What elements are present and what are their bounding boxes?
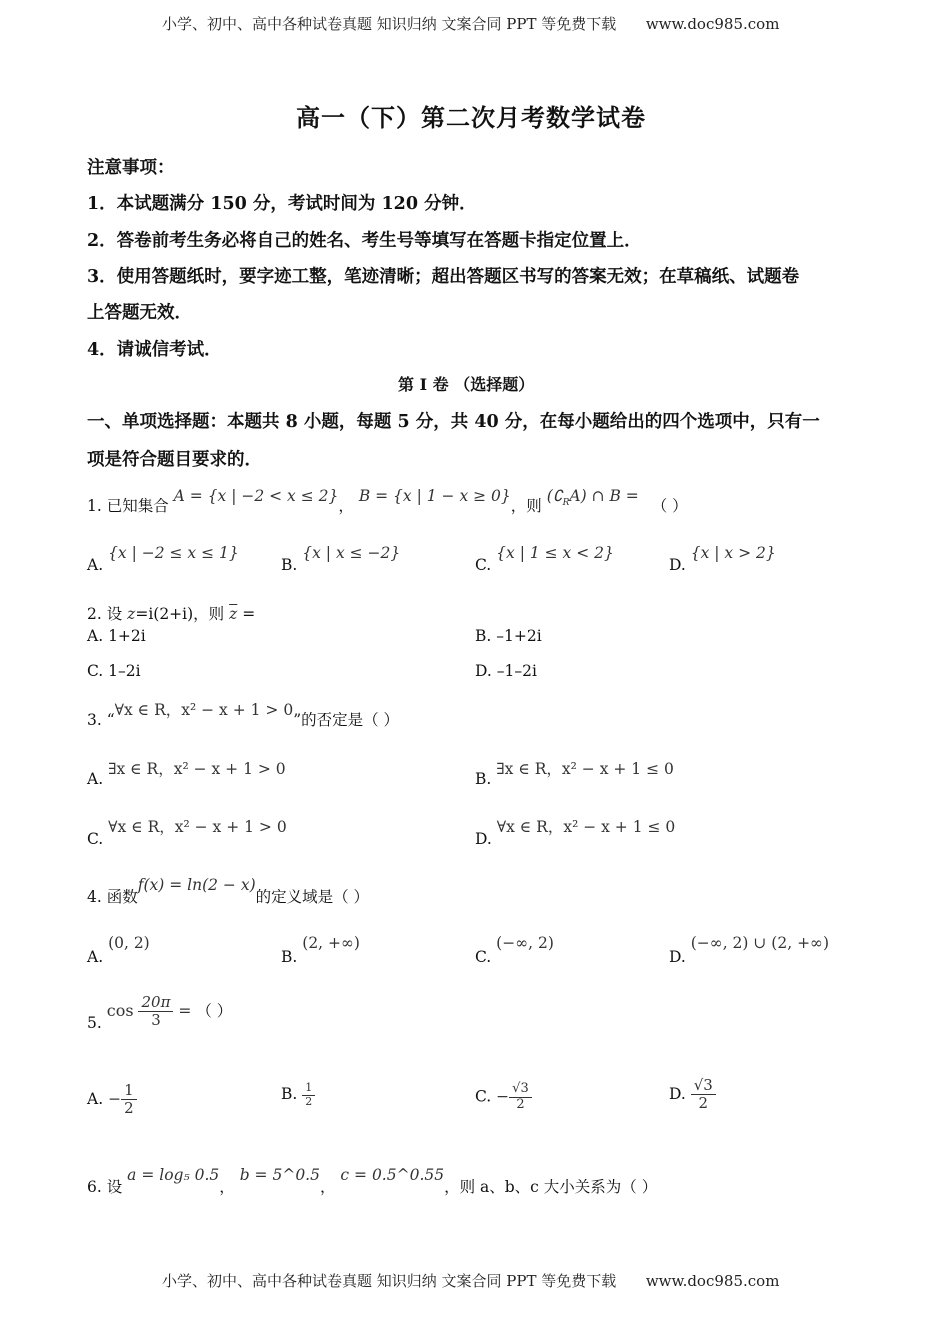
notice-item: 1．本试题满分 150 分，考试时间为 120 分钟． (87, 194, 477, 214)
option-a: A. (0, 2) (87, 934, 150, 966)
section-instruction-cont: 项是符合题目要求的． (87, 450, 262, 470)
header-url[interactable]: www.doc985.com (645, 15, 780, 33)
option-d: D. (−∞, 2) ∪ (2, +∞) (669, 934, 830, 966)
option-d: D. –1–2i (475, 662, 537, 680)
option-c: C. ∀x ∈ R，x² − x + 1 > 0 (87, 818, 287, 848)
option-a-fraction: $\frac{1}{2}$ (121, 1082, 137, 1118)
option-d: D. {x | x > 2} (669, 544, 776, 574)
page-title: 高一（下）第二次月考数学试卷 (296, 103, 646, 132)
q6-b: b = 5^0.5 (239, 1166, 320, 1184)
notice-item: 3．使用答题纸时，要字迹工整，笔迹清晰；超出答题区书写的答案无效；在草稿纸、试题卷 (87, 267, 800, 287)
option-c: C. {x | 1 ≤ x < 2} (475, 544, 614, 574)
q5-answer-blank: （ ） (196, 1001, 233, 1020)
option-b: B. –1+2i (475, 627, 542, 645)
notice-heading: 注意事项： (87, 158, 175, 178)
page-header (162, 13, 779, 34)
notice-item: 上答题无效． (87, 303, 192, 323)
q1-prefix: 1. 已知集合 (87, 497, 169, 515)
option-c: C. 1–2i (87, 662, 141, 680)
option-c: C. − $\frac{√3}{2}$ (475, 1082, 532, 1113)
q5-fraction: $\frac{20\pi}{3}$ (138, 994, 173, 1030)
volume-heading: 第 I 卷 （选择题） (398, 375, 535, 394)
footer-url[interactable]: www.doc985.com (645, 1272, 780, 1290)
question-2-stem: 2. 设 z=i(2+i)，则 $\overline{z}$ = (87, 605, 256, 623)
question-3-stem: 3. “∀x ∈ R，x² − x + 1 > 0”的否定是（ ） (87, 701, 400, 729)
page-footer (162, 1270, 779, 1291)
option-c: C. (−∞, 2) (475, 934, 554, 966)
q1-complement: $(∁_RA)$ ∩ B = (546, 487, 639, 509)
q1-set-b: B = {x | 1 − x ≥ 0} (358, 487, 511, 505)
option-c-fraction: $\frac{√3}{2}$ (509, 1082, 532, 1113)
header-text: 小学、初中、高中各种试卷真题 知识归纳 文案合同 PPT 等免费下载 (162, 15, 617, 33)
q1-sep: ， (338, 497, 354, 515)
question-5-stem: 5. cos $\frac{20\pi}{3}$ = （ ） (87, 993, 233, 1032)
option-a: A. {x | −2 ≤ x ≤ 1} (87, 544, 239, 574)
option-d-fraction: $\frac{√3}{2}$ (691, 1077, 716, 1113)
question-1-stem (87, 484, 688, 515)
option-b: B. ∃x ∈ R，x² − x + 1 ≤ 0 (475, 760, 674, 788)
q4-function: f(x) = ln(2 − x) (137, 876, 256, 894)
q1-answer-blank: （ ） (651, 497, 688, 515)
option-a: A. 1+2i (87, 627, 146, 645)
q6-c: c = 0.5^0.55 (340, 1166, 445, 1184)
footer-text: 小学、初中、高中各种试卷真题 知识归纳 文案合同 PPT 等免费下载 (162, 1272, 617, 1290)
notice-item: 4．请诚信考试． (87, 340, 222, 360)
question-4-stem: 4. 函数f(x) = ln(2 − x)的定义域是（ ） (87, 876, 370, 906)
option-b: B. (2, +∞) (281, 934, 360, 966)
option-b: B. {x | x ≤ −2} (281, 544, 401, 574)
option-a: A. ∃x ∈ R，x² − x + 1 > 0 (87, 760, 286, 788)
option-b: B. $\frac{1}{2}$ (281, 1082, 315, 1108)
option-d: D. $\frac{√3}{2}$ (669, 1077, 716, 1113)
q1-sep2: ，则 (510, 497, 542, 515)
q3-proposition: ∀x ∈ R，x² − x + 1 > 0 (114, 701, 294, 719)
question-6-stem: 6. 设 a = log₅ 0.5， b = 5^0.5， c = 0.5^0.55，则 a、b、c 大小关系为（ ） (87, 1166, 658, 1196)
notice-item: 2．答卷前考生务必将自己的姓名、考生号等填写在答题卡指定位置上． (87, 231, 642, 251)
q5-cos: cos (106, 1000, 134, 1020)
section-instruction: 一、单项选择题：本题共 8 小题，每题 5 分，共 40 分，在每小题给出的四个选项中，只有一 (87, 412, 820, 432)
option-d: D. ∀x ∈ R，x² − x + 1 ≤ 0 (475, 818, 676, 848)
q1-set-a: A = {x | −2 < x ≤ 2} (173, 487, 339, 505)
option-a: A. − $\frac{1}{2}$ (87, 1082, 137, 1118)
option-b-fraction: $\frac{1}{2}$ (302, 1082, 315, 1108)
q6-a: a = log₅ 0.5 (127, 1166, 220, 1184)
